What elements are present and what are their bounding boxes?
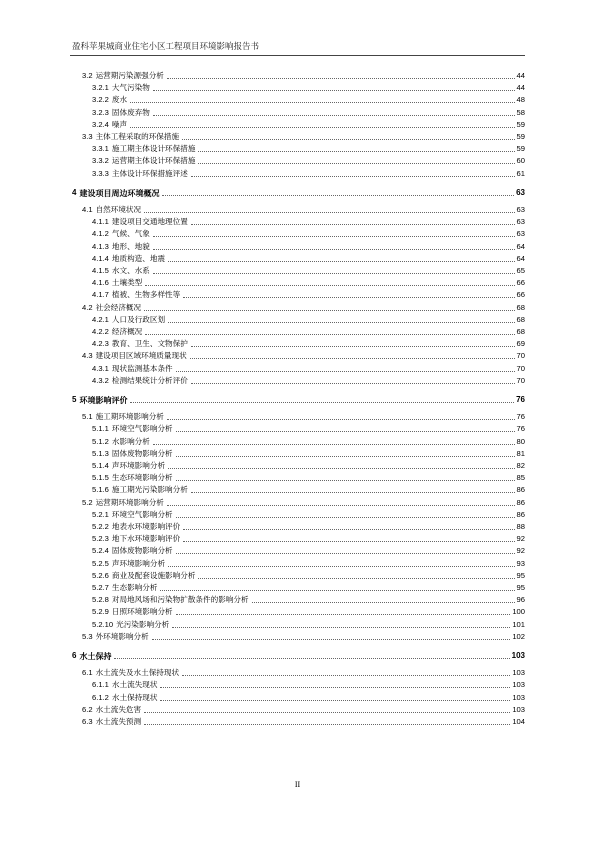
toc-entry-number: 3.2.4	[92, 119, 109, 129]
toc-entry-title: 经济概况	[111, 327, 143, 336]
toc-entry[interactable]	[92, 277, 525, 289]
toc-entry-number: 6.2	[82, 704, 93, 714]
toc-entry-title: 水土流失现状	[111, 680, 158, 690]
toc-entry-number: 4.1.2	[92, 229, 109, 239]
toc-entry-title: 光污染影响分析	[116, 619, 170, 629]
toc-entry-number: 4.1.5	[92, 266, 109, 275]
toc-entry-title: 现状监测基本条件	[111, 363, 173, 373]
toc-entry-page: 76	[516, 412, 525, 422]
toc-entry-title: 生态环境影响分析	[111, 473, 173, 483]
toc-entry-number: 6.3	[82, 717, 93, 726]
toc-entry-number: 4.1.6	[92, 278, 109, 288]
toc-entry-number: 5.2	[82, 497, 93, 507]
toc-entry-page: 102	[512, 631, 525, 641]
toc-entry[interactable]	[92, 423, 525, 435]
toc-entry[interactable]	[92, 582, 525, 594]
toc-entry-title: 水土流失危害	[95, 704, 142, 714]
toc-dot-leader	[191, 224, 515, 225]
toc-entry-title: 建设项目区域环境质量现状	[95, 351, 187, 361]
toc-entry-page: 68	[516, 302, 525, 312]
toc-entry-page: 58	[516, 107, 525, 117]
toc-entry[interactable]	[92, 216, 525, 228]
toc-entry-number: 3.2	[82, 71, 93, 80]
toc-dot-leader	[191, 492, 515, 493]
toc-entry-title: 建设项目交通地理位置	[111, 217, 188, 227]
toc-entry-page: 66	[516, 290, 525, 300]
toc-entry-page: 65	[516, 266, 525, 275]
toc-entry-number: 4.3	[82, 351, 93, 361]
toc-dot-leader	[153, 90, 515, 91]
toc-entry-page: 63	[516, 229, 525, 239]
toc-dot-leader	[168, 468, 515, 469]
toc-entry-title: 环境空气影响分析	[111, 424, 173, 434]
toc-entry-number: 5.2.9	[92, 607, 109, 617]
toc-dot-leader	[130, 402, 514, 403]
toc-entry-number: 4	[72, 187, 77, 197]
toc-entry-page: 70	[516, 351, 525, 361]
toc-dot-leader	[145, 334, 514, 335]
toc-entry-title: 植被、生物多样性等	[111, 290, 181, 300]
toc-dot-leader	[198, 163, 514, 164]
toc-entry[interactable]	[82, 631, 525, 643]
toc-dot-leader	[176, 614, 511, 615]
toc-entry-title: 地表水环境影响评价	[111, 522, 181, 531]
toc-entry-page: 68	[516, 314, 525, 324]
toc-entry-title: 噪声	[111, 119, 128, 129]
toc-dot-leader	[172, 627, 510, 628]
toc-entry-title: 水影响分析	[111, 436, 150, 446]
toc-entry[interactable]	[92, 509, 525, 521]
toc-entry-title: 商业及配套设施影响分析	[111, 570, 196, 580]
toc-entry-page: 96	[516, 595, 525, 605]
toc-entry[interactable]	[92, 119, 525, 131]
toc-entry-page: 68	[516, 327, 525, 336]
toc-dot-leader	[130, 127, 514, 128]
toc-entry[interactable]	[82, 667, 525, 679]
toc-entry-page: 103	[512, 668, 525, 678]
toc-dot-leader	[198, 151, 514, 152]
toc-entry-title: 施工期主体设计环保措施	[111, 144, 196, 154]
toc-entry[interactable]	[82, 350, 525, 362]
toc-dot-leader	[182, 675, 510, 676]
toc-entry-title: 环境影响评价	[79, 395, 128, 405]
toc-entry[interactable]	[92, 241, 525, 253]
toc-entry-number: 4.3.1	[92, 363, 109, 373]
toc-entry-number: 3.3.3	[92, 168, 109, 178]
toc-entry-number: 4.1	[82, 205, 93, 214]
toc-dot-leader	[182, 139, 514, 140]
toc-entry-number: 5.2.4	[92, 546, 109, 556]
toc-entry-title: 运营期主体设计环保措施	[111, 156, 196, 166]
toc-entry-number: 5.2.1	[92, 509, 109, 519]
toc-entry[interactable]	[92, 484, 525, 496]
toc-entry-number: 6.1.1	[92, 680, 109, 690]
toc-entry-title: 环境空气影响分析	[111, 509, 173, 519]
toc-entry-page: 59	[516, 132, 525, 141]
toc-dot-leader	[168, 261, 515, 262]
toc-entry-page: 59	[516, 144, 525, 154]
toc-entry-number: 5.3	[82, 631, 93, 641]
toc-entry-title: 对局地风场和污染物扩散条件的影响分析	[111, 595, 249, 605]
toc-dot-leader	[191, 383, 515, 384]
toc-entry-page: 76	[516, 424, 525, 434]
toc-entry-number: 5.2.10	[92, 619, 114, 629]
toc-entry-page: 44	[516, 83, 525, 93]
toc-entry-number: 6.1	[82, 668, 93, 678]
toc-entry-title: 土壤类型	[111, 278, 143, 288]
header-rule	[70, 55, 525, 56]
toc-entry-page: 59	[516, 119, 525, 129]
toc-dot-leader	[144, 310, 514, 311]
toc-entry-title: 建设项目周边环境概况	[79, 187, 160, 198]
toc-entry-number: 3.3.2	[92, 156, 109, 166]
toc-dot-leader	[153, 236, 515, 237]
toc-entry[interactable]	[92, 679, 525, 691]
toc-entry-number: 5.2.5	[92, 558, 109, 568]
toc-entry-title: 大气污染物	[111, 83, 150, 93]
toc-entry-number: 4.1.1	[92, 217, 109, 227]
toc-dot-leader	[168, 566, 515, 567]
toc-entry[interactable]	[92, 228, 525, 240]
toc-dot-leader	[167, 505, 515, 506]
page-number: II	[294, 780, 301, 789]
toc-entry[interactable]	[92, 558, 525, 570]
toc-entry[interactable]	[92, 143, 525, 155]
toc-entry-page: 95	[516, 570, 525, 580]
toc-entry[interactable]	[92, 265, 525, 277]
toc-dot-leader	[183, 529, 514, 530]
toc-entry[interactable]	[82, 131, 525, 143]
toc-entry-number: 4.3.2	[92, 375, 109, 385]
toc-entry-title: 水土流失预测	[95, 717, 142, 726]
toc-entry-number: 4.2.1	[92, 314, 109, 324]
toc-dot-leader	[176, 431, 515, 432]
toc-dot-leader	[176, 371, 515, 372]
toc-entry-title: 自然环境状况	[95, 205, 142, 214]
toc-dot-leader	[160, 687, 510, 688]
toc-dot-leader	[167, 419, 515, 420]
toc-entry[interactable]	[92, 82, 525, 94]
toc-entry-title: 主体设计环保措施评述	[111, 168, 188, 178]
toc-entry[interactable]	[92, 594, 525, 606]
toc-entry-number: 4.2.3	[92, 339, 109, 349]
toc-entry-number: 4.1.7	[92, 290, 109, 300]
toc-entry-page: 85	[516, 473, 525, 483]
toc-entry[interactable]	[92, 606, 525, 618]
toc-entry-title: 声环境影响分析	[111, 461, 166, 470]
toc-dot-leader	[153, 249, 515, 250]
toc-entry-title: 固体废弃物	[111, 107, 150, 117]
toc-entry[interactable]	[82, 70, 525, 82]
toc-entry-title: 固体废物影响分析	[111, 448, 173, 458]
toc-entry[interactable]	[92, 363, 525, 375]
toc-dot-leader	[167, 78, 515, 79]
toc-entry-page: 63	[516, 217, 525, 227]
toc-entry-number: 5.2.3	[92, 534, 109, 544]
toc-dot-leader	[144, 212, 514, 213]
toc-entry-title: 运营期环境影响分析	[95, 497, 164, 507]
page-header: 盈科苹果城商业住宅小区工程项目环境影响报告书	[72, 42, 260, 52]
toc-entry-page: 82	[516, 461, 525, 470]
toc-entry-page: 80	[516, 436, 525, 446]
toc-entry-number: 3.3.1	[92, 144, 109, 154]
toc-entry-page: 76	[516, 395, 525, 404]
toc-entry-page: 48	[516, 95, 525, 105]
toc-entry-number: 4.2	[82, 302, 93, 312]
toc-entry-page: 60	[516, 156, 525, 166]
toc-entry-number: 3.2.2	[92, 95, 109, 105]
toc-entry-title: 教育、卫生、文物保护	[111, 339, 188, 349]
toc-entry-number: 5.2.8	[92, 595, 109, 605]
toc-entry-page: 92	[516, 534, 525, 544]
toc-dot-leader	[191, 346, 515, 347]
toc-entry-title: 地质构造、地震	[111, 253, 166, 263]
toc-entry-page: 103	[511, 651, 525, 660]
toc-entry[interactable]	[92, 338, 525, 350]
toc-entry-title: 生态影响分析	[111, 583, 158, 592]
toc-dot-leader	[153, 273, 515, 274]
toc-entry-number: 5.2.6	[92, 570, 109, 580]
toc-dot-leader	[130, 102, 514, 103]
toc-entry-title: 废水	[111, 95, 128, 105]
toc-entry-page: 66	[516, 278, 525, 288]
toc-entry-number: 4.2.2	[92, 327, 109, 336]
toc-entry-number: 3.2.3	[92, 107, 109, 117]
toc-entry-number: 6.1.2	[92, 692, 109, 702]
toc-entry[interactable]	[92, 545, 525, 557]
toc-entry[interactable]	[72, 394, 525, 406]
toc-dot-leader	[252, 602, 515, 603]
toc-entry[interactable]	[92, 533, 525, 545]
toc-entry-page: 100	[512, 607, 525, 617]
toc-entry-number: 3.3	[82, 132, 93, 141]
toc-entry[interactable]	[92, 472, 525, 484]
toc-entry-page: 104	[512, 717, 525, 726]
toc-entry[interactable]	[92, 168, 525, 180]
toc-dot-leader	[168, 322, 515, 323]
toc-entry-page: 86	[516, 497, 525, 507]
toc-entry-title: 固体废物影响分析	[111, 546, 173, 556]
toc-entry-number: 5.1	[82, 412, 93, 422]
toc-entry-page: 63	[516, 205, 525, 214]
toc-entry[interactable]	[72, 187, 525, 199]
toc-entry-number: 5.1.2	[92, 436, 109, 446]
toc-dot-leader	[144, 712, 510, 713]
toc-dot-leader	[160, 700, 510, 701]
toc-entry-page: 86	[516, 485, 525, 495]
toc-entry-page: 81	[516, 448, 525, 458]
toc-entry-title: 日照环境影响分析	[111, 607, 173, 617]
toc-entry-page: 64	[516, 253, 525, 263]
toc-entry-page: 86	[516, 509, 525, 519]
toc-entry[interactable]	[82, 704, 525, 716]
toc-entry-page: 63	[516, 187, 525, 197]
toc-entry[interactable]	[92, 326, 525, 338]
toc-dot-leader	[176, 456, 515, 457]
toc-entry-title: 主体工程采取的环保措施	[95, 132, 180, 141]
toc-entry-title: 水文、水系	[111, 266, 150, 275]
toc-entry-title: 地下水环境影响评价	[111, 534, 181, 544]
toc-entry-number: 4.1.3	[92, 241, 109, 251]
toc-entry-page: 61	[516, 168, 525, 178]
toc-dot-leader	[144, 724, 510, 725]
toc-entry-page: 88	[516, 522, 525, 531]
toc-entry-title: 外环境影响分析	[95, 631, 149, 641]
toc-entry-number: 3.2.1	[92, 83, 109, 93]
toc-entry-title: 水土保持	[79, 651, 112, 661]
toc-entry-page: 103	[512, 680, 525, 690]
toc-entry[interactable]	[72, 650, 525, 662]
toc-entry-page: 95	[516, 583, 525, 592]
toc-entry[interactable]	[92, 155, 525, 167]
toc-entry[interactable]	[82, 716, 525, 728]
toc-dot-leader	[153, 115, 515, 116]
toc-entry-page: 69	[516, 339, 525, 349]
toc-entry-page: 64	[516, 241, 525, 251]
toc-entry-title: 运营期污染源强分析	[95, 71, 164, 80]
toc-entry[interactable]	[82, 411, 525, 423]
toc-entry[interactable]	[82, 302, 525, 314]
toc-entry-number: 4.1.4	[92, 253, 109, 263]
toc-dot-leader	[198, 578, 514, 579]
toc-entry[interactable]	[92, 460, 525, 472]
toc-entry[interactable]	[92, 253, 525, 265]
toc-dot-leader	[176, 517, 515, 518]
toc-entry-page: 44	[516, 71, 525, 80]
toc-dot-leader	[160, 590, 514, 591]
toc-entry[interactable]	[92, 289, 525, 301]
toc-entry-title: 地形、地貌	[111, 241, 150, 251]
toc-dot-leader	[190, 358, 515, 359]
toc-entry-title: 人口及行政区划	[111, 314, 166, 324]
toc-dot-leader	[114, 658, 509, 659]
toc-entry[interactable]	[92, 692, 525, 704]
toc-dot-leader	[183, 541, 514, 542]
toc-entry[interactable]	[92, 570, 525, 582]
toc-entry[interactable]	[92, 448, 525, 460]
toc-entry-number: 6	[72, 651, 77, 660]
toc-dot-leader	[162, 195, 514, 196]
toc-entry[interactable]	[82, 204, 525, 216]
toc-entry-number: 5.1.5	[92, 473, 109, 483]
toc-dot-leader	[153, 444, 515, 445]
toc-entry-page: 103	[512, 692, 525, 702]
toc-entry[interactable]	[92, 94, 525, 106]
toc-dot-leader	[145, 285, 514, 286]
toc-dot-leader	[152, 639, 511, 640]
toc-entry[interactable]	[92, 521, 525, 533]
toc-entry[interactable]	[82, 497, 525, 509]
toc-entry[interactable]	[92, 375, 525, 387]
toc-entry-number: 5.1.4	[92, 461, 109, 470]
toc-entry-title: 施工期光污染影响分析	[111, 485, 188, 495]
toc-dot-leader	[176, 480, 515, 481]
toc-dot-leader	[191, 176, 515, 177]
toc-entry-title: 声环境影响分析	[111, 558, 166, 568]
toc-entry-number: 5	[72, 395, 77, 404]
toc-entry-page: 93	[516, 558, 525, 568]
toc-entry[interactable]	[92, 436, 525, 448]
toc-entry-title: 水土流失及水土保持现状	[95, 668, 180, 678]
toc-entry-number: 5.1.1	[92, 424, 109, 434]
toc-entry-title: 社会经济概况	[95, 302, 142, 312]
toc-entry-page: 70	[516, 363, 525, 373]
toc-entry-number: 5.1.6	[92, 485, 109, 495]
toc-entry-page: 70	[516, 375, 525, 385]
toc-entry-title: 施工期环境影响分析	[95, 412, 164, 422]
toc-entry-number: 5.2.7	[92, 583, 109, 592]
toc-entry-page: 103	[512, 704, 525, 714]
toc-entry-title: 水土保持现状	[111, 692, 158, 702]
toc-entry[interactable]	[92, 314, 525, 326]
toc-entry[interactable]	[92, 107, 525, 119]
toc-entry-number: 5.1.3	[92, 448, 109, 458]
toc-dot-leader	[176, 553, 515, 554]
toc-entry-page: 101	[512, 619, 525, 629]
toc-entry[interactable]	[92, 619, 525, 631]
toc-entry-title: 气候、气象	[111, 229, 150, 239]
toc-dot-leader	[183, 297, 514, 298]
toc-entry-title: 检测结果统计分析评价	[111, 375, 188, 385]
toc-entry-number: 5.2.2	[92, 522, 109, 531]
toc-entry-page: 92	[516, 546, 525, 556]
